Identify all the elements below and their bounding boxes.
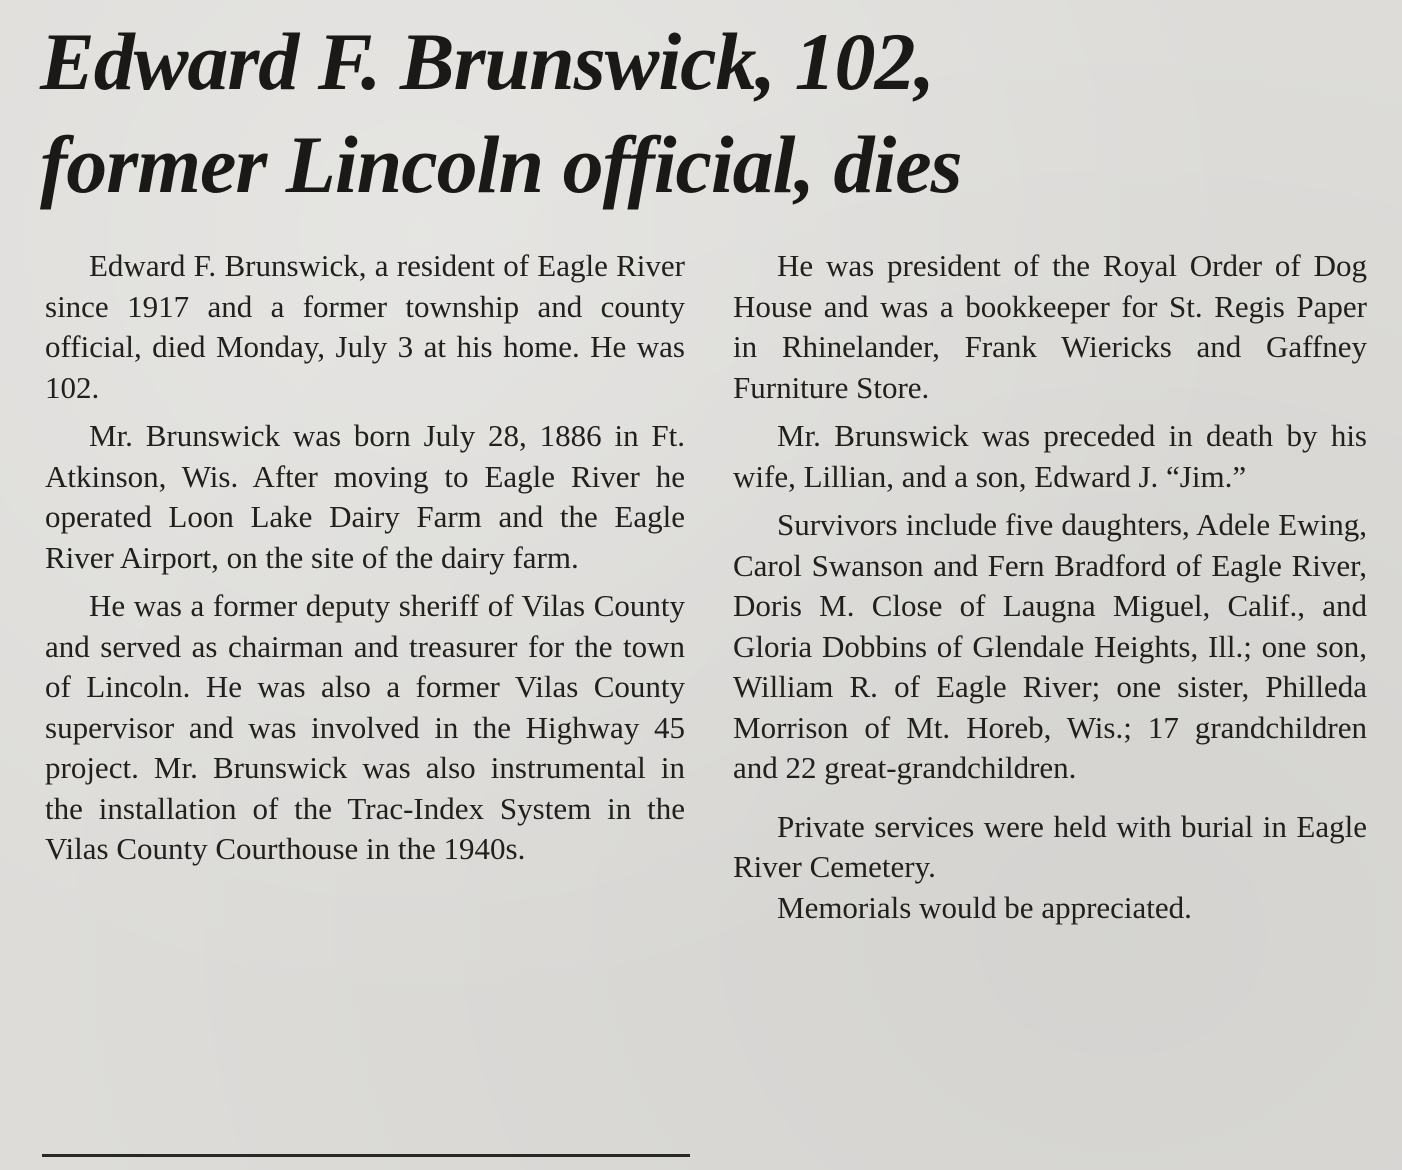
paragraph-preceded: Mr. Brunswick was preceded in death by his wife, Lillian, and a son, Edward J. “Jim.” bbox=[733, 418, 1367, 494]
paragraph-employment: He was president of the Royal Order of Dog House and was a bookkeeper for St. Regis Paper in Rhinelander, Frank Wiericks and Gaffney Furniture Store. bbox=[733, 248, 1367, 405]
obituary-headline bbox=[40, 10, 1370, 216]
right-column bbox=[733, 246, 1367, 928]
column-divider-rule bbox=[42, 1154, 690, 1157]
paragraph-services: Private services were held with burial in Eagle River Cemetery. bbox=[733, 808, 1367, 884]
paragraph-birth: Mr. Brunswick was born July 28, 1886 in Ft. Atkinson, Wis. After moving to Eagle River he operated Loon Lake Dairy Farm and the Eagle River Airport, on the site of the dairy farm. bbox=[45, 418, 685, 575]
paragraph-survivors: Survivors include five daughters, Adele Ewing, Carol Swanson and Fern Bradford of Eagle River, Doris M. Close of Laugna Miguel, Calif., and Gloria Dobbins of Glendale Heights, Ill.; one son, William R. of Eagle River; one sister, Philleda Morrison of Mt. Horeb, Wis.; 17 grandchildren and 22 great-grandchildren. bbox=[733, 507, 1367, 785]
paragraph-memorials: Memorials would be appreciated. bbox=[777, 889, 1192, 925]
paragraph-intro: Edward F. Brunswick, a resident of Eagle River since 1917 and a former township and county official, died Monday, July 3 at his home. He was 102. bbox=[45, 248, 685, 405]
headline-line-1: Edward F. Brunswick, 102, bbox=[40, 16, 935, 107]
headline-line-2: former Lincoln official, dies bbox=[40, 119, 962, 210]
left-column bbox=[45, 246, 685, 870]
paragraph-career: He was a former deputy sheriff of Vilas County and served as chairman and treasurer for the town of Lincoln. He was also a former Vilas County supervisor and was involved in the Highway 45 project. Mr. Brunswick was also instrumental in the installation of the Trac-Index System in the Vilas County Courthouse in the 1940s. bbox=[45, 588, 685, 866]
